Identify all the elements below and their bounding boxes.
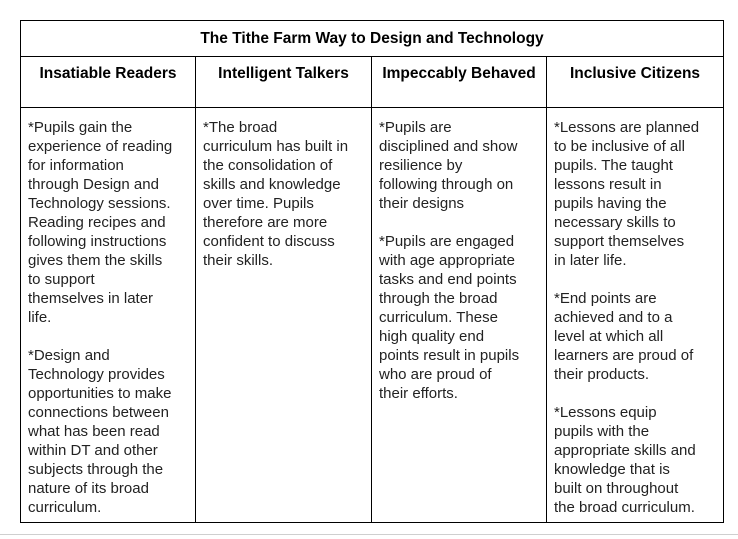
page-divider <box>0 534 738 535</box>
cell-text-line: *Lessons are planned <box>554 119 700 136</box>
tithe-farm-dt-table <box>20 20 724 523</box>
cell-text-line: curriculum. These <box>379 309 498 326</box>
column-body-intelligent-talkers <box>196 108 372 523</box>
cell-text-line: curriculum has built in <box>203 138 349 155</box>
cell-text-line: necessary skills to <box>554 214 676 231</box>
cell-text-line: the consolidation of <box>203 157 333 174</box>
cell-text-line: who are proud of <box>379 366 492 383</box>
cell-text-line: their skills. <box>203 252 274 269</box>
table-title: The Tithe Farm Way to Design and Technology <box>21 21 724 57</box>
cell-text-line: appropriate skills and <box>554 442 696 459</box>
cell-text-line: disciplined and show <box>379 138 518 155</box>
cell-text-line: *Pupils are engaged <box>379 233 515 250</box>
cell-text-line: tasks and end points <box>379 271 517 288</box>
cell-text-line: through Design and <box>28 176 159 193</box>
cell-text-line: gives them the skills <box>28 252 163 269</box>
cell-text-line: following through on <box>379 176 514 193</box>
cell-text-line: curriculum. <box>28 499 102 516</box>
cell-text-line: their designs <box>379 195 465 212</box>
column-header-label: Insatiable Readers <box>39 65 177 82</box>
cell-text-line: *End points are <box>554 290 657 307</box>
cell-text-line: themselves in later <box>28 290 154 307</box>
cell-text-line: to support <box>28 271 95 288</box>
cell-text-line: *Lessons equip <box>554 404 657 421</box>
cell-text-line: *Design and <box>28 347 110 364</box>
cell-text-line: knowledge that is <box>554 461 670 478</box>
cell-text-line: following instructions <box>28 233 167 250</box>
cell-text-line: pupils with the <box>554 423 650 440</box>
cell-text-line: through the broad <box>379 290 498 307</box>
column-header-label: Inclusive Citizens <box>569 65 701 82</box>
cell-text-line: their efforts. <box>379 385 458 402</box>
cell-text-line: skills and knowledge <box>203 176 341 193</box>
cell-text-line: over time. Pupils <box>203 195 314 212</box>
column-header-insatiable-readers <box>21 57 196 108</box>
cell-text-line: life. <box>28 309 52 326</box>
cell-text-line: within DT and other <box>28 442 158 459</box>
cell-text-line: high quality end <box>379 328 485 345</box>
cell-text-line: lessons result in <box>554 176 662 193</box>
cell-text-line: achieved and to a <box>554 309 673 326</box>
cell-text-line: their products. <box>554 366 650 383</box>
cell-text-line: Reading recipes and <box>28 214 166 231</box>
column-header-intelligent-talkers <box>196 57 372 108</box>
cell-text-line: Technology sessions. <box>28 195 171 212</box>
cell-text-line: therefore are more <box>203 214 328 231</box>
column-body-insatiable-readers <box>21 108 196 523</box>
cell-text-line: *Pupils are <box>379 119 452 136</box>
cell-text-line: *Pupils gain the <box>28 119 133 136</box>
column-header-impeccably-behaved <box>372 57 547 108</box>
column-header-inclusive-citizens <box>547 57 724 108</box>
cell-text-line: opportunities to make <box>28 385 172 402</box>
cell-text-line: Technology provides <box>28 366 165 383</box>
cell-text-line: support themselves <box>554 233 685 250</box>
cell-text-line: with age appropriate <box>379 252 515 269</box>
column-body-impeccably-behaved <box>372 108 547 523</box>
cell-text-line: nature of its broad <box>28 480 149 497</box>
cell-text-line: in later life. <box>554 252 627 269</box>
cell-text-line: the broad curriculum. <box>554 499 695 516</box>
cell-text-line: *The broad <box>203 119 278 136</box>
cell-text-line: confident to discuss <box>203 233 335 250</box>
cell-text-line: what has been read <box>28 423 160 440</box>
cell-text-line: resilience by <box>379 157 463 174</box>
cell-text-line: for information <box>28 157 124 174</box>
cell-text-line: connections between <box>28 404 169 421</box>
cell-text-line: to be inclusive of all <box>554 138 685 155</box>
cell-text-line: built on throughout <box>554 480 679 497</box>
cell-text-line: pupils. The taught <box>554 157 673 174</box>
cell-text-line: learners are proud of <box>554 347 694 364</box>
cell-text-line: pupils having the <box>554 195 667 212</box>
column-header-label: Impeccably Behaved <box>382 65 536 82</box>
cell-text-line: experience of reading <box>28 138 173 155</box>
cell-text-line: subjects through the <box>28 461 164 478</box>
column-body-inclusive-citizens <box>547 108 724 523</box>
cell-text-line: points result in pupils <box>379 347 520 364</box>
cell-text-line: level at which all <box>554 328 664 345</box>
column-header-label: Intelligent Talkers <box>218 65 349 82</box>
